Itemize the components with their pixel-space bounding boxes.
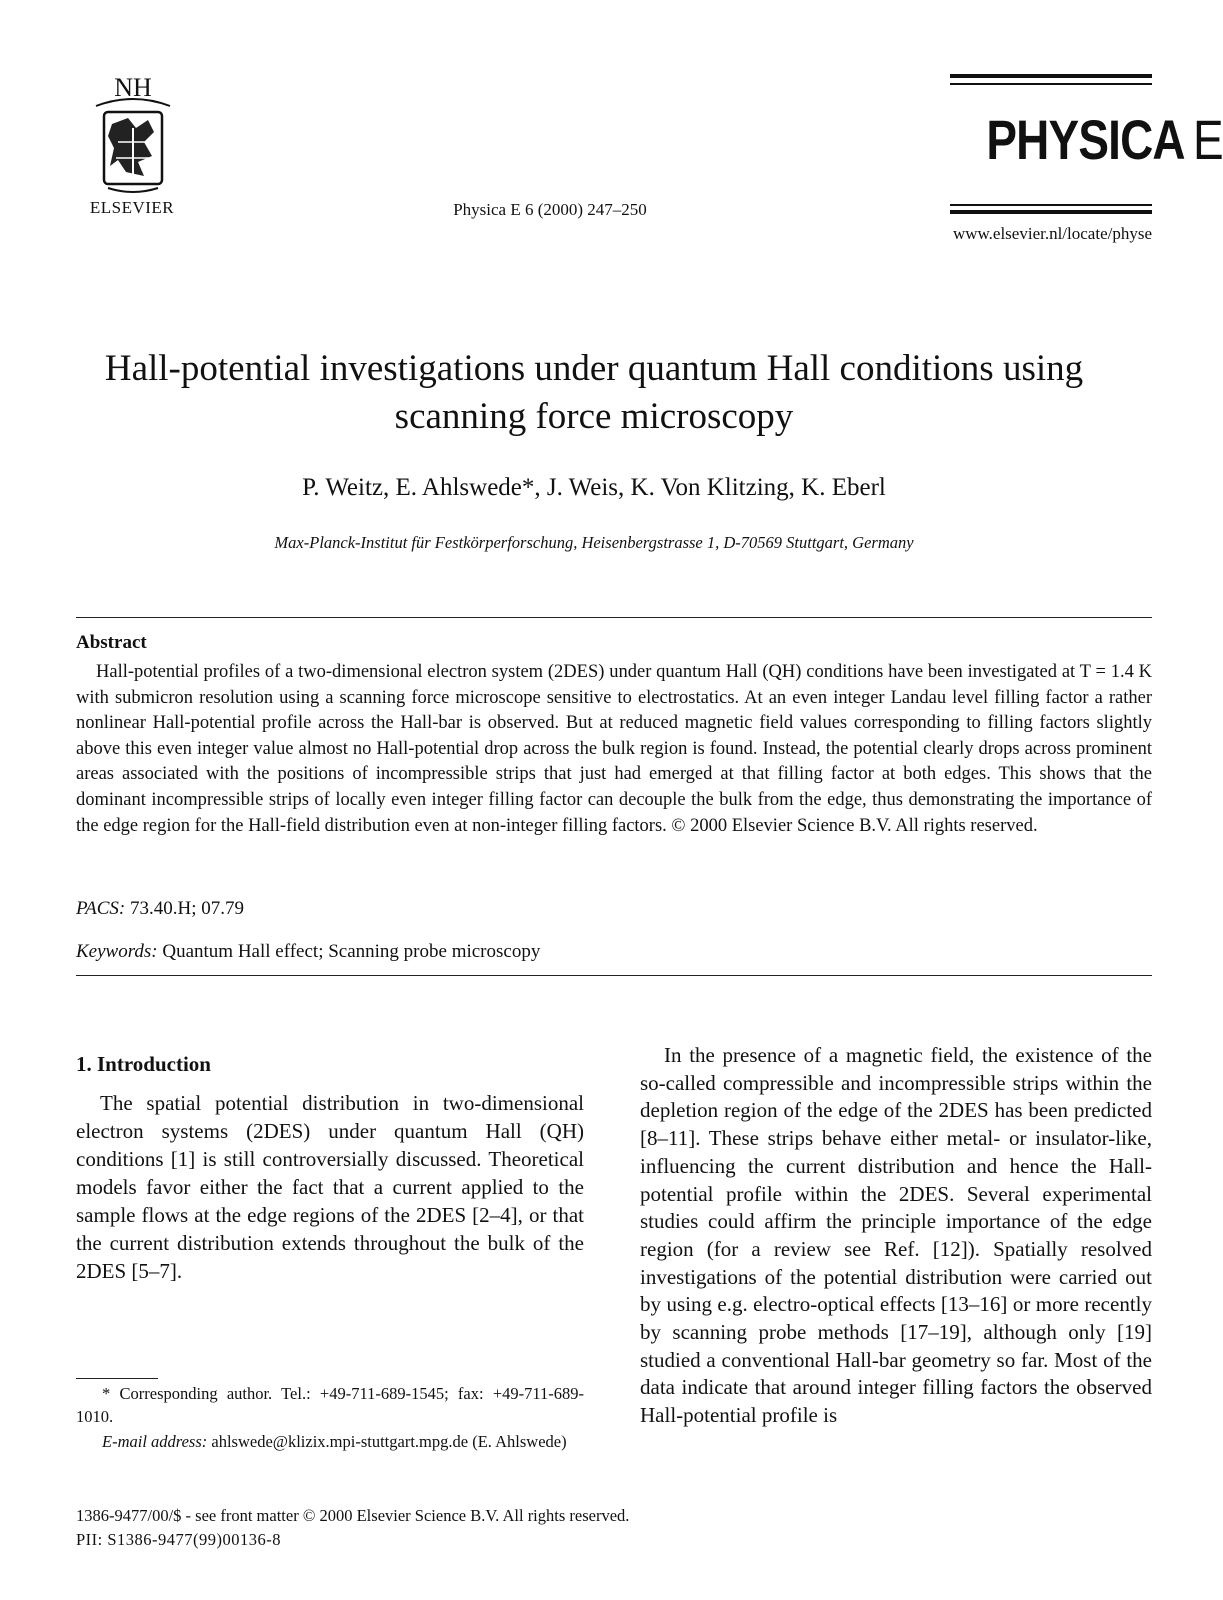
journal-url[interactable]: www.elsevier.nl/locate/physe bbox=[952, 224, 1152, 243]
abstract-heading: Abstract bbox=[76, 632, 147, 653]
header-rule bbox=[950, 204, 1152, 206]
elsevier-tree-icon bbox=[78, 72, 188, 202]
keywords-line bbox=[76, 941, 540, 963]
publisher-name: ELSEVIER bbox=[89, 198, 175, 217]
journal-title: PHYSICA bbox=[986, 108, 1185, 171]
keywords-label: Keywords: bbox=[76, 941, 158, 962]
email-label: E-mail address: bbox=[102, 1432, 208, 1451]
journal-name bbox=[986, 108, 1223, 172]
divider bbox=[76, 617, 1152, 618]
divider bbox=[76, 975, 1152, 976]
keywords-value: Quantum Hall effect; Scanning probe microscopy bbox=[162, 941, 541, 962]
pii-identifier: PII: S1386-9477(99)00136-8 bbox=[76, 1530, 282, 1549]
section-heading: 1. Introduction bbox=[76, 1052, 211, 1076]
pacs-label: PACS: bbox=[76, 898, 126, 919]
footnote-corresponding: * Corresponding author. Tel.: +49-711-689-1545; fax: +49-711-689-1010. bbox=[76, 1384, 584, 1426]
pacs-value: 73.40.H; 07.79 bbox=[130, 898, 245, 919]
author-list: P. Weitz, E. Ahlswede*, J. Weis, K. Von Klitzing, K. Eberl bbox=[302, 474, 886, 501]
affiliation: Max-Planck-Institut für Festkörperforschung, Heisenbergstrasse 1, D-70569 Stuttgart, Germany bbox=[274, 533, 914, 552]
email-value: ahlswede@klizix.mpi-stuttgart.mpg.de (E. Ahlswede) bbox=[211, 1432, 567, 1451]
abstract-text: Hall-potential profiles of a two-dimensional electron system (2DES) under quantum Hall (QH) conditions have been investigated at T = 1.4 K with submicron resolution using a scanning force microscope sensitive to electrostatics. At an even integer Landau level filling factor a rather nonlinear Hall-potential profile across the Hall-bar is observed. But at reduced magnetic field values corresponding to filling factors slightly above this even integer value almost no Hall-potential drop across the bulk region is found. Instead, the potential clearly drops across prominent areas associated with the positions of incompressible strips that just had emerged at that filling factor at both edges. This shows that the dominant incompressible strips of locally even integer filling factor can decouple the bulk from the edge, thus demonstrating the importance of the edge region for the Hall-field distribution even at non-integer filling factors. © 2000 Elsevier Science B.V. All rights reserved. bbox=[76, 662, 1152, 836]
intro-paragraph: In the presence of a magnetic field, the existence of the so-called compressible and incompressible strips within the depletion region of the edge of the 2DES has been predicted [8–11]. These strips behave either metal- or insulator-like, influencing the current distribution and hence the Hall-potential profile within the 2DES. Several experimental studies could affirm the principle importance of the edge region (for a review see Ref. [12]). Spatially resolved investigations of the potential distribution were carried out by using e.g. electro-optical effects [13–16] or more recently by scanning probe methods [17–19], although only [19] studied a conventional Hall-bar geometry so far. Most of the data indicate that around integer filling factors the observed Hall-potential profile is bbox=[640, 1043, 1152, 1428]
article-title bbox=[60, 345, 1128, 441]
footnote-rule bbox=[76, 1378, 158, 1379]
front-matter-notice: 1386-9477/00/$ - see front matter © 2000 Elsevier Science B.V. All rights reserved. bbox=[76, 1506, 630, 1525]
journal-letter: E bbox=[1192, 108, 1223, 171]
title-line: Hall-potential investigations under quantum Hall conditions using bbox=[104, 348, 1084, 389]
intro-paragraph: The spatial potential distribution in two-dimensional electron systems (2DES) under quantum Hall (QH) conditions [1] is still controversially discussed. Theoretical models favor either the fact that a current applied to the sample flows at the edge regions of the 2DES [2–4], or that the current distribution extends throughout the bulk of the 2DES [5–7]. bbox=[76, 1091, 584, 1283]
pacs-line bbox=[76, 898, 244, 920]
journal-citation: Physica E 6 (2000) 247–250 bbox=[453, 200, 647, 219]
header-rule bbox=[950, 74, 1152, 78]
footnote-email bbox=[76, 1430, 584, 1453]
header-rule bbox=[950, 210, 1152, 214]
title-line: scanning force microscopy bbox=[394, 396, 794, 437]
header-rule bbox=[950, 83, 1152, 85]
svg-text:NH: NH bbox=[114, 73, 152, 102]
